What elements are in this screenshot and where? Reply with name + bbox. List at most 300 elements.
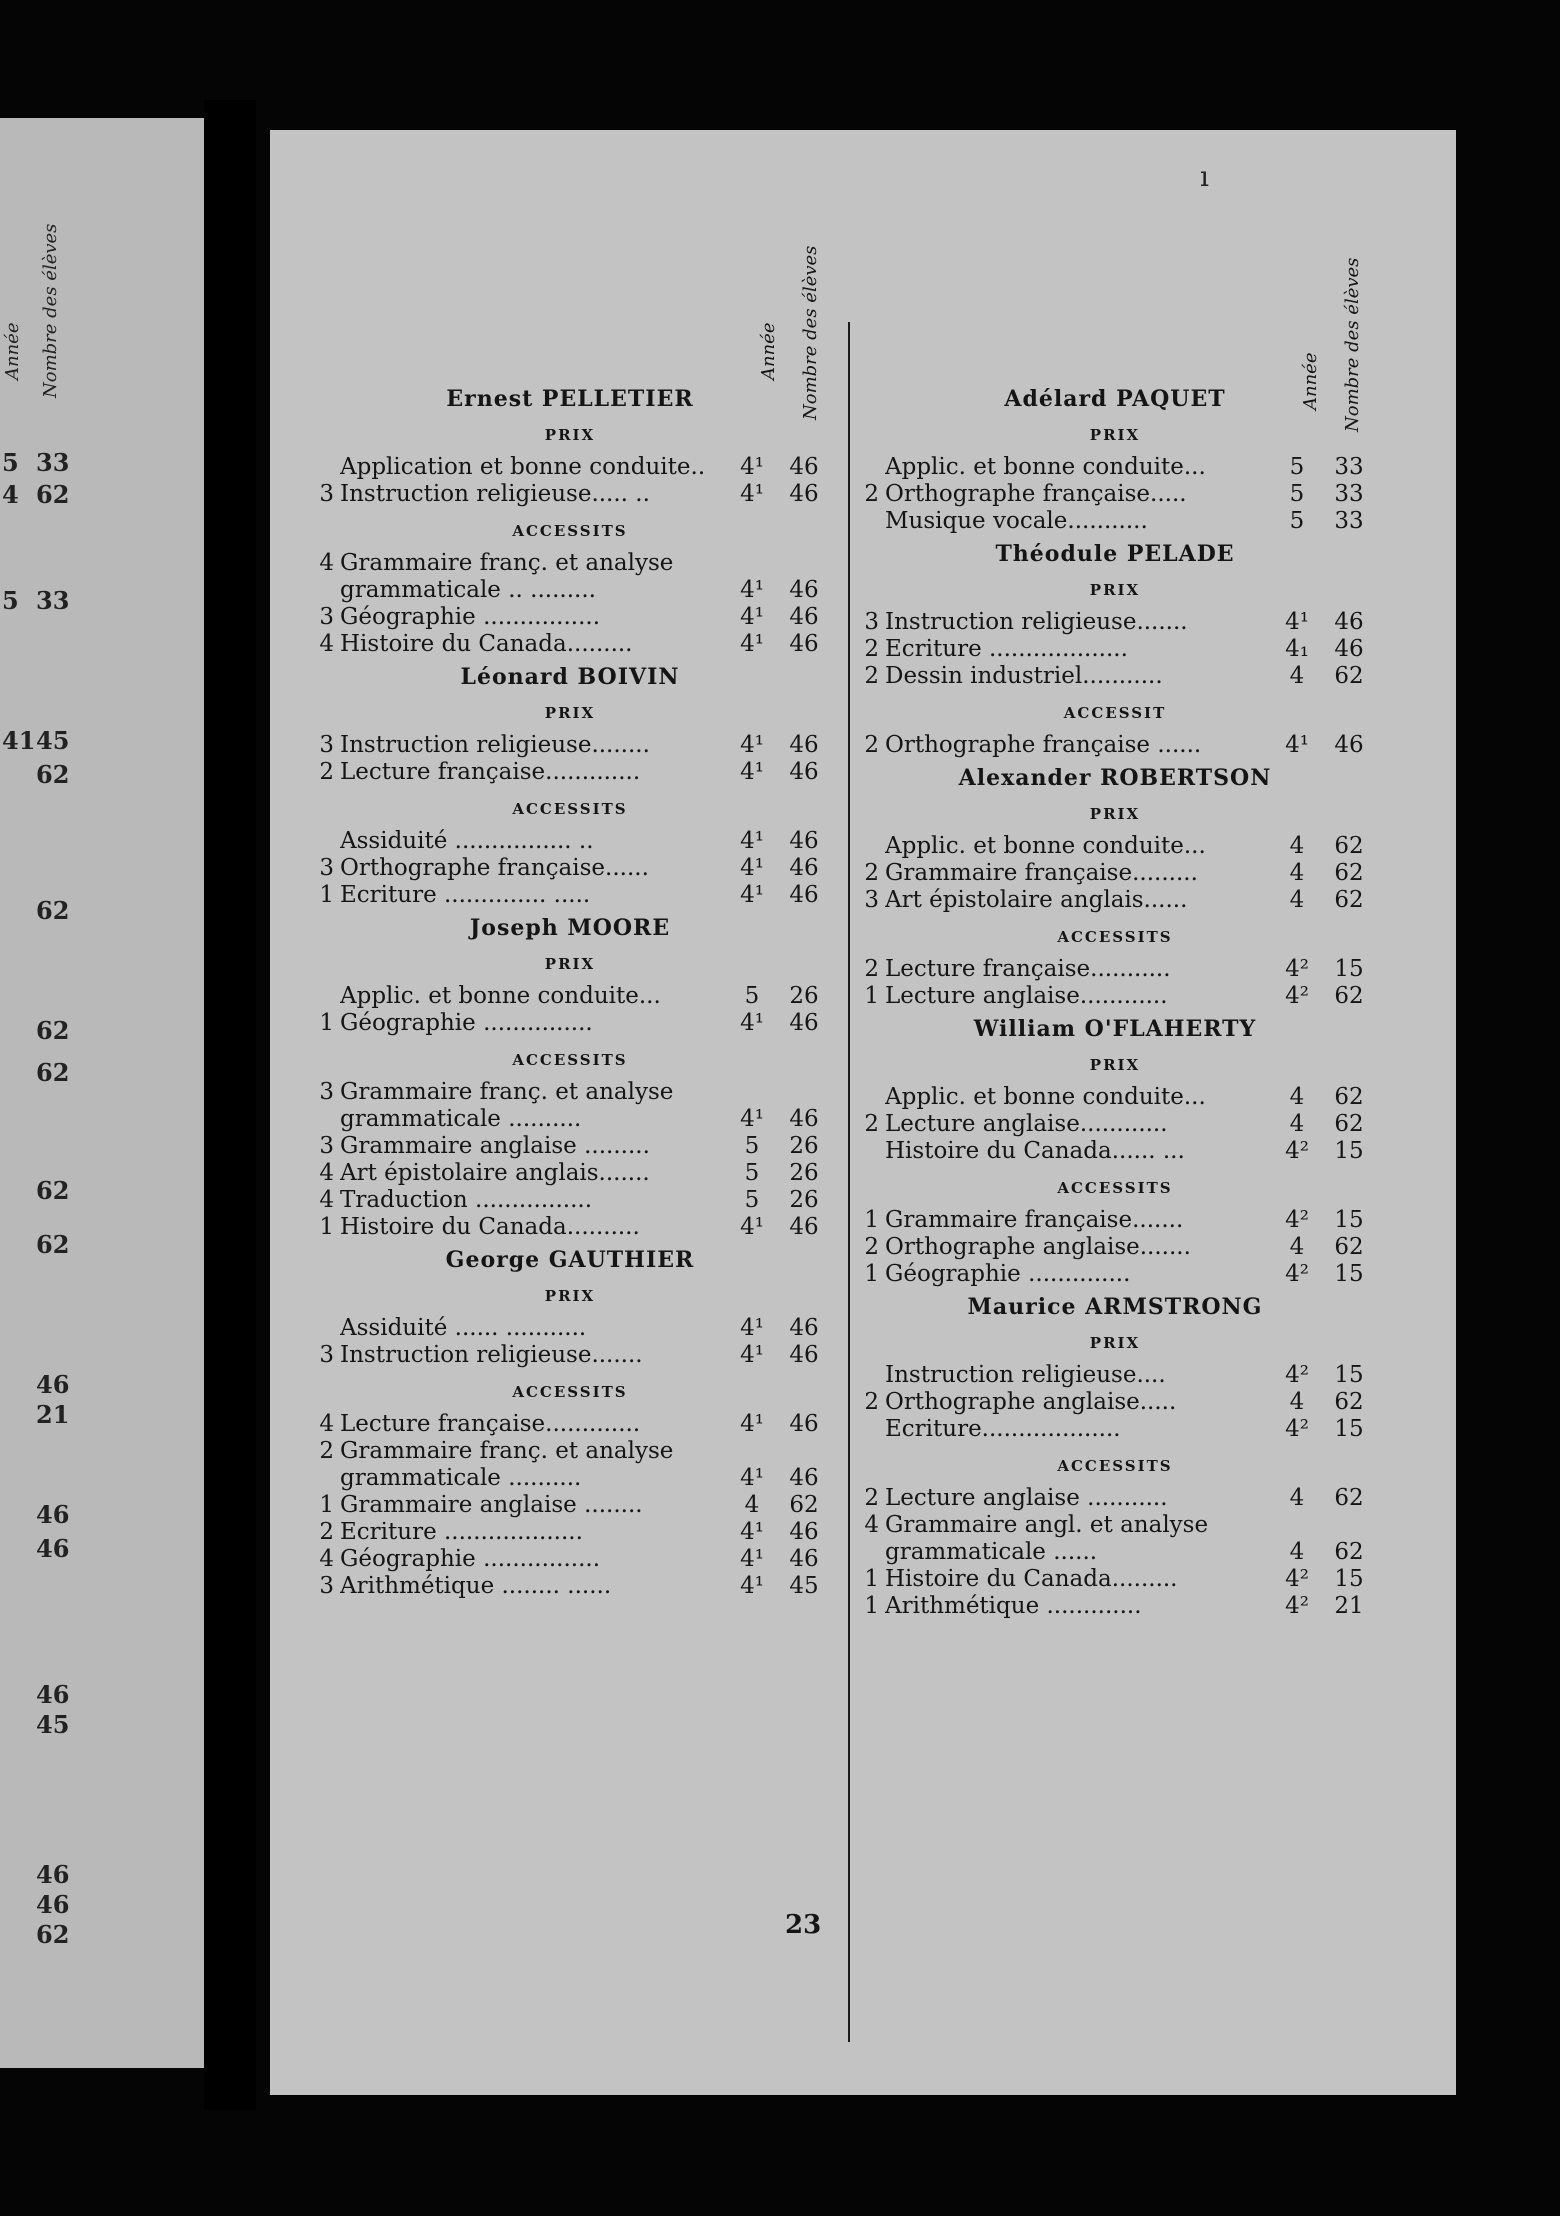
table-row [310, 1438, 830, 1465]
left-column-body [310, 340, 830, 1600]
stub-count: 45 [36, 726, 70, 755]
year: 4¹ [740, 1010, 764, 1036]
subject: Orthographe anglaise..... [885, 1389, 1177, 1415]
year: 4² [1285, 1207, 1309, 1233]
count: 26 [789, 983, 819, 1009]
count: 62 [789, 1492, 819, 1518]
section-title: PRIX [1089, 1056, 1141, 1074]
year: 4 [1289, 887, 1305, 913]
year: 4¹ [740, 1519, 764, 1545]
count: 46 [789, 1315, 819, 1341]
rank [855, 1362, 879, 1389]
count: 62 [1334, 1084, 1364, 1110]
subject: Applic. et bonne conduite... [885, 1084, 1206, 1110]
table-row [310, 631, 830, 658]
count: 15 [1334, 1261, 1364, 1287]
count: 26 [789, 1160, 819, 1186]
year: 4² [1285, 1362, 1309, 1388]
rank [855, 454, 879, 481]
rank: 4 [319, 550, 334, 576]
stub-count: 46 [36, 1860, 70, 1889]
table-row [310, 759, 830, 786]
table-row [310, 577, 830, 604]
year: 4¹ [740, 1315, 764, 1341]
rank: 1 [864, 1566, 879, 1592]
student-block [855, 541, 1375, 759]
section-title: PRIX [1089, 581, 1141, 599]
book-gutter [204, 100, 256, 2110]
subject: Grammaire française....... [885, 1207, 1184, 1233]
stub-year: 5 [2, 448, 19, 477]
left-column [310, 245, 830, 1604]
year: 5 [1289, 481, 1305, 507]
year: 4 [1289, 1539, 1305, 1565]
table-row [310, 1106, 830, 1133]
student-name: George GAUTHIER [445, 1247, 695, 1273]
stub-year: 5 [2, 586, 19, 615]
table-row [310, 1342, 830, 1369]
count: 62 [1334, 887, 1364, 913]
count: 46 [789, 1411, 819, 1437]
year: 4 [1289, 1084, 1305, 1110]
stub-count: 33 [36, 586, 70, 615]
stub-count: 46 [36, 1370, 70, 1399]
table-row [855, 833, 1375, 860]
rank: 4 [319, 1411, 334, 1437]
count [1323, 1512, 1375, 1539]
count: 46 [789, 1519, 819, 1545]
rank: 3 [319, 1079, 334, 1105]
rank [855, 1084, 879, 1111]
subject: Traduction ................ [340, 1187, 593, 1213]
stub-count: 46 [36, 1890, 70, 1919]
count: 33 [1334, 454, 1364, 480]
year: 4¹ [740, 1106, 764, 1132]
section-title: ACCESSITS [512, 522, 628, 540]
subject: Assiduité ................ .. [340, 828, 594, 854]
year: 4¹ [740, 481, 764, 507]
table-row [855, 1207, 1375, 1234]
subject: Assiduité ...... ........... [340, 1315, 587, 1341]
rank: 2 [864, 636, 879, 662]
table-row [310, 1010, 830, 1037]
rank: 4 [319, 1546, 334, 1572]
count: 46 [789, 481, 819, 507]
subject: Histoire du Canada......... [885, 1566, 1178, 1592]
subject: grammaticale ...... [885, 1539, 1098, 1565]
column-divider [848, 322, 850, 2042]
subject: Instruction religieuse....... [340, 1342, 643, 1368]
stub-count: 45 [36, 1710, 70, 1739]
rank: 2 [864, 956, 879, 982]
count: 62 [1334, 860, 1364, 886]
table-row [310, 1315, 830, 1342]
count: 15 [1334, 1416, 1364, 1442]
table-row [855, 1485, 1375, 1512]
table-row [310, 1079, 830, 1106]
rank: 3 [319, 855, 334, 881]
table-row [855, 1539, 1375, 1566]
year [726, 1079, 778, 1106]
year: 4¹ [740, 454, 764, 480]
subject: Grammaire franç. et analyse [340, 1079, 674, 1105]
year: 4 [1289, 1111, 1305, 1137]
stub-count: 62 [36, 1016, 70, 1045]
subject: Applic. et bonne conduite... [885, 833, 1206, 859]
stub-count: 62 [36, 1058, 70, 1087]
year [726, 550, 778, 577]
stub-count: 62 [36, 1230, 70, 1259]
table-row [855, 1111, 1375, 1138]
year: 4² [1285, 1566, 1309, 1592]
subject: Applic. et bonne conduite... [885, 454, 1206, 480]
year: 4 [1289, 663, 1305, 689]
rank: 2 [864, 732, 879, 758]
subject: Géographie ............... [340, 1010, 593, 1036]
rank: 2 [864, 1389, 879, 1415]
student-block [310, 664, 830, 909]
subject: Orthographe française...... [340, 855, 649, 881]
column-header-year: Année [1300, 352, 1321, 410]
table-row [310, 732, 830, 759]
stub-count: 62 [36, 1920, 70, 1949]
stub-year: 41 [2, 726, 36, 755]
table-row [310, 1492, 830, 1519]
count: 15 [1334, 1138, 1364, 1164]
subject: Ecriture ................... [885, 636, 1128, 662]
year: 4 [1289, 1389, 1305, 1415]
year: 4¹ [740, 1411, 764, 1437]
rank: 4 [319, 1187, 334, 1213]
table-row [310, 828, 830, 855]
count: 46 [789, 454, 819, 480]
count: 46 [789, 1465, 819, 1491]
student-block [855, 765, 1375, 1010]
table-row [310, 1160, 830, 1187]
year: 4¹ [740, 631, 764, 657]
rank [310, 577, 334, 604]
year: 4² [1285, 956, 1309, 982]
subject: grammaticale .. ......... [340, 577, 596, 603]
year: 4¹ [1285, 732, 1309, 758]
rank [855, 1138, 879, 1165]
subject: Ecriture .............. ..... [340, 882, 591, 908]
year: 4¹ [740, 732, 764, 758]
count: 46 [789, 631, 819, 657]
year: 4 [1289, 1234, 1305, 1260]
right-column-body [855, 340, 1375, 1620]
table-row [855, 1261, 1375, 1288]
year: 4¹ [740, 759, 764, 785]
year: 4₁ [1285, 636, 1309, 662]
count: 26 [789, 1133, 819, 1159]
subject: Instruction religieuse....... [885, 609, 1188, 635]
rank [310, 983, 334, 1010]
subject: Histoire du Canada...... ... [885, 1138, 1185, 1164]
table-row [855, 609, 1375, 636]
rank: 2 [864, 663, 879, 689]
table-row [855, 508, 1375, 535]
rank: 3 [319, 1342, 334, 1368]
rank: 1 [319, 1214, 334, 1240]
table-row [310, 1411, 830, 1438]
student-name: Joseph MOORE [469, 915, 671, 941]
subject: Arithmétique ............. [885, 1593, 1142, 1619]
table-row [855, 732, 1375, 759]
subject: Art épistolaire anglais...... [885, 887, 1188, 913]
column-header-count: Nombre des élèves [800, 245, 821, 420]
year: 4¹ [740, 1546, 764, 1572]
subject: Orthographe anglaise....... [885, 1234, 1191, 1260]
rank: 1 [864, 1207, 879, 1233]
count: 21 [1334, 1593, 1364, 1619]
subject: Musique vocale........... [885, 508, 1148, 534]
count: 15 [1334, 1362, 1364, 1388]
subject: Grammaire franç. et analyse [340, 1438, 674, 1464]
table-row [855, 1084, 1375, 1111]
year: 4¹ [740, 828, 764, 854]
year: 4² [1285, 1261, 1309, 1287]
count: 62 [1334, 1234, 1364, 1260]
year: 4 [1289, 860, 1305, 886]
table-row [855, 1416, 1375, 1443]
section-title: PRIX [544, 1287, 596, 1305]
count: 33 [1334, 481, 1364, 507]
subject: grammaticale .......... [340, 1465, 582, 1491]
rank [310, 1315, 334, 1342]
table-row [310, 1519, 830, 1546]
year: 4¹ [740, 882, 764, 908]
rank: 4 [319, 1160, 334, 1186]
rank: 3 [319, 481, 334, 507]
subject: Lecture anglaise............ [885, 1111, 1168, 1137]
rank: 3 [864, 609, 879, 635]
count: 46 [789, 828, 819, 854]
student-name: Théodule PELADE [995, 541, 1235, 567]
subject: Géographie .............. [885, 1261, 1131, 1287]
rank: 1 [319, 1010, 334, 1036]
student-name: Adélard PAQUET [1004, 386, 1226, 412]
subject: Grammaire franç. et analyse [340, 550, 674, 576]
year: 4¹ [740, 1573, 764, 1599]
year: 4 [1289, 833, 1305, 859]
rank: 2 [319, 1438, 334, 1464]
subject: Instruction religieuse.... [885, 1362, 1166, 1388]
subject: Grammaire anglaise ........ [340, 1492, 643, 1518]
subject: Grammaire angl. et analyse [885, 1512, 1209, 1538]
count: 46 [789, 1214, 819, 1240]
table-row [855, 454, 1375, 481]
subject: Grammaire française......... [885, 860, 1198, 886]
table-row [855, 636, 1375, 663]
year: 4¹ [740, 577, 764, 603]
table-row [310, 1187, 830, 1214]
subject: Ecriture ................... [340, 1519, 583, 1545]
table-row [855, 1512, 1375, 1539]
subject: Applic. et bonne conduite... [340, 983, 661, 1009]
table-row [310, 1465, 830, 1492]
rank [855, 1416, 879, 1443]
rank: 2 [864, 481, 879, 507]
subject: Ecriture................... [885, 1416, 1121, 1442]
year [726, 1438, 778, 1465]
table-row [855, 887, 1375, 914]
subject: Lecture française........... [885, 956, 1171, 982]
year: 5 [744, 1160, 760, 1186]
count: 62 [1334, 1485, 1364, 1511]
table-row [310, 1214, 830, 1241]
count: 46 [789, 1342, 819, 1368]
rank [310, 828, 334, 855]
table-row [855, 1138, 1375, 1165]
rank [310, 1465, 334, 1492]
section-title: ACCESSITS [1057, 928, 1173, 946]
year: 4 [1289, 1485, 1305, 1511]
subject: Application et bonne conduite.. [340, 454, 706, 480]
section-title: ACCESSITS [1057, 1179, 1173, 1197]
rank [855, 833, 879, 860]
section-title: PRIX [1089, 1334, 1141, 1352]
rank: 2 [864, 1234, 879, 1260]
rank: 2 [864, 1111, 879, 1137]
student-name: William O'FLAHERTY [973, 1016, 1257, 1042]
subject: Orthographe française ...... [885, 732, 1202, 758]
section-title: ACCESSITS [512, 1383, 628, 1401]
count: 62 [1334, 833, 1364, 859]
table-row [855, 1593, 1375, 1620]
rank [855, 1539, 879, 1566]
stub-count: 46 [36, 1534, 70, 1563]
rank: 3 [864, 887, 879, 913]
count: 33 [1334, 508, 1364, 534]
count: 15 [1334, 1566, 1364, 1592]
table-row [855, 1566, 1375, 1593]
student-block [310, 1247, 830, 1600]
stub-year: 4 [2, 480, 19, 509]
count: 26 [789, 1187, 819, 1213]
year: 4² [1285, 1593, 1309, 1619]
right-column [855, 257, 1375, 1624]
table-row [855, 956, 1375, 983]
stub-count: 62 [36, 896, 70, 925]
student-block [310, 386, 830, 658]
ink-mark: ı [1200, 160, 1209, 193]
subject: Dessin industriel........... [885, 663, 1163, 689]
student-name: Ernest PELLETIER [446, 386, 694, 412]
section-title: ACCESSIT [1063, 704, 1167, 722]
student-name: Alexander ROBERTSON [958, 765, 1272, 791]
student-block [855, 386, 1375, 535]
subject: Lecture française............. [340, 759, 641, 785]
student-name: Maurice ARMSTRONG [967, 1294, 1263, 1320]
count: 62 [1334, 1111, 1364, 1137]
count: 46 [789, 855, 819, 881]
year: 4² [1285, 983, 1309, 1009]
stub-count: 33 [36, 448, 70, 477]
rank: 1 [864, 1261, 879, 1287]
stub-count: 62 [36, 480, 70, 509]
rank: 2 [864, 860, 879, 886]
year: 4² [1285, 1138, 1309, 1164]
table-row [310, 454, 830, 481]
count [778, 1438, 830, 1465]
year: 4¹ [740, 855, 764, 881]
subject: Lecture française............. [340, 1411, 641, 1437]
count: 46 [789, 577, 819, 603]
count: 46 [1334, 609, 1364, 635]
table-row [855, 1389, 1375, 1416]
count: 15 [1334, 1207, 1364, 1233]
section-title: PRIX [544, 955, 596, 973]
table-row [310, 550, 830, 577]
year: 5 [744, 1133, 760, 1159]
student-block [310, 915, 830, 1241]
rank: 2 [319, 1519, 334, 1545]
table-row [855, 481, 1375, 508]
count [778, 550, 830, 577]
stub-count: 62 [36, 1176, 70, 1205]
rank: 1 [864, 983, 879, 1009]
section-title: PRIX [544, 704, 596, 722]
rank: 3 [319, 604, 334, 630]
year: 5 [744, 1187, 760, 1213]
year: 5 [1289, 508, 1305, 534]
count: 62 [1334, 1389, 1364, 1415]
table-row [855, 983, 1375, 1010]
student-block [855, 1294, 1375, 1620]
section-title: PRIX [1089, 426, 1141, 444]
year: 4¹ [1285, 609, 1309, 635]
year: 4 [744, 1492, 760, 1518]
table-row [855, 1362, 1375, 1389]
column-header-count: Nombre des élèves [1342, 257, 1363, 432]
table-row [310, 1546, 830, 1573]
count: 62 [1334, 1539, 1364, 1565]
page-number: 23 [785, 1910, 822, 1940]
year: 4¹ [740, 1342, 764, 1368]
subject: Grammaire anglaise ......... [340, 1133, 650, 1159]
year: 5 [744, 983, 760, 1009]
count: 46 [1334, 732, 1364, 758]
table-row [855, 1234, 1375, 1261]
stub-count: 46 [36, 1500, 70, 1529]
count: 46 [789, 1546, 819, 1572]
table-row [310, 855, 830, 882]
count: 46 [1334, 636, 1364, 662]
year [1271, 1512, 1323, 1539]
subject: Art épistolaire anglais....... [340, 1160, 650, 1186]
subject: Orthographe française..... [885, 481, 1187, 507]
rank: 1 [319, 882, 334, 908]
year: 5 [1289, 454, 1305, 480]
page [270, 130, 1456, 2095]
count: 15 [1334, 956, 1364, 982]
rank: 1 [864, 1593, 879, 1619]
count: 46 [789, 1106, 819, 1132]
year: 4¹ [740, 1465, 764, 1491]
section-title: PRIX [544, 426, 596, 444]
subject: Instruction religieuse........ [340, 732, 650, 758]
subject: Géographie ................ [340, 1546, 601, 1572]
subject: Géographie ................ [340, 604, 601, 630]
year: 4² [1285, 1416, 1309, 1442]
count: 62 [1334, 983, 1364, 1009]
subject: Instruction religieuse..... .. [340, 481, 650, 507]
rank: 1 [319, 1492, 334, 1518]
table-row [310, 983, 830, 1010]
table-row [310, 1573, 830, 1600]
rank [855, 508, 879, 535]
